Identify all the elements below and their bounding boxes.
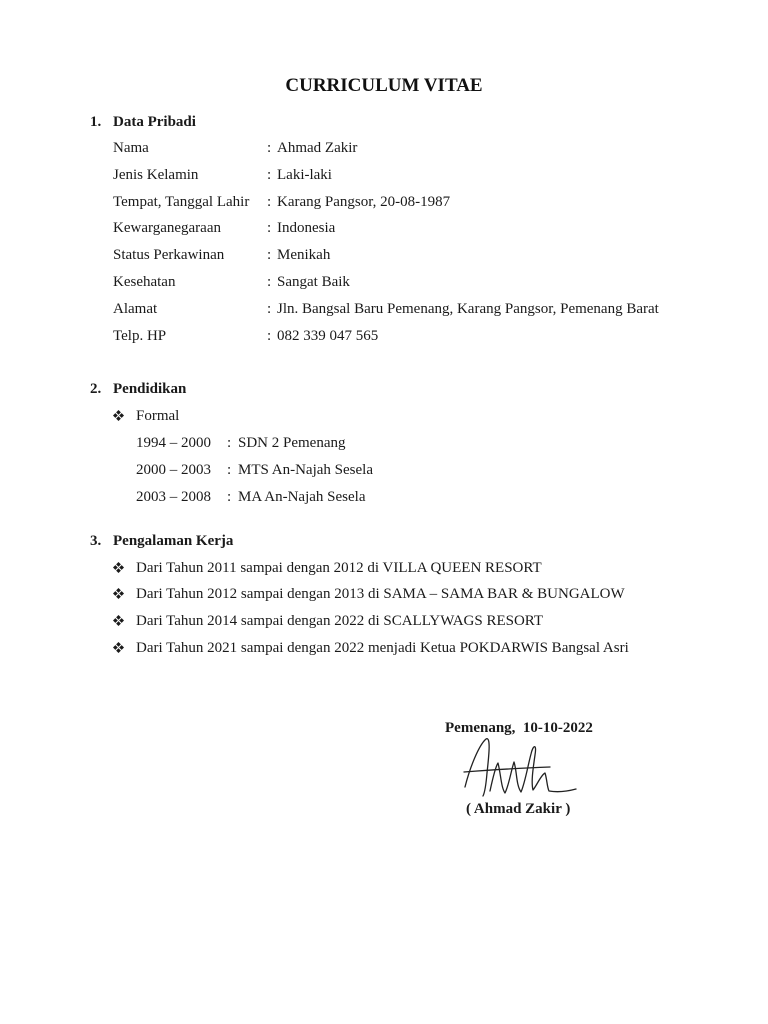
diamond-bullet-icon xyxy=(113,588,124,599)
row-separator: : xyxy=(267,194,272,210)
education-years: 2003 – 2008 xyxy=(136,489,211,505)
document-title: CURRICULUM VITAE xyxy=(285,75,483,96)
place-date: Pemenang, 10-10-2022 xyxy=(445,720,593,736)
experience-text: Dari Tahun 2012 sampai dengan 2013 di SAMA – SAMA BAR & BUNGALOW xyxy=(136,586,625,602)
row-label: Kewarganegaraan xyxy=(113,220,221,236)
signature xyxy=(460,735,580,801)
section-heading: Pengalaman Kerja xyxy=(113,533,234,549)
signatory-name: ( Ahmad Zakir ) xyxy=(466,801,571,817)
row-separator: : xyxy=(267,301,272,317)
section-heading: Pendidikan xyxy=(113,381,187,397)
experience-text: Dari Tahun 2014 sampai dengan 2022 di SCALLYWAGS RESORT xyxy=(136,613,544,629)
row-value: Ahmad Zakir xyxy=(277,140,358,156)
row-separator: : xyxy=(267,140,272,156)
row-value: Indonesia xyxy=(277,220,336,236)
row-separator: : xyxy=(267,247,272,263)
row-label: Nama xyxy=(113,140,149,156)
experience-text: Dari Tahun 2011 sampai dengan 2012 di VILLA QUEEN RESORT xyxy=(136,560,542,576)
education-years: 1994 – 2000 xyxy=(136,435,211,451)
section-heading: Data Pribadi xyxy=(113,114,196,130)
education-school: MTS An-Najah Sesela xyxy=(238,462,373,478)
diamond-bullet-icon xyxy=(113,562,124,573)
row-separator: : xyxy=(227,489,232,505)
row-separator: : xyxy=(267,220,272,236)
row-value: Karang Pangsor, 20-08-1987 xyxy=(277,194,451,210)
diamond-bullet-icon xyxy=(113,410,124,421)
section-number: 3. xyxy=(90,533,102,549)
section-number: 2. xyxy=(90,381,102,397)
row-value: 082 339 047 565 xyxy=(277,328,379,344)
row-value: Menikah xyxy=(277,247,331,263)
row-value: Sangat Baik xyxy=(277,274,350,290)
row-separator: : xyxy=(267,167,272,183)
row-separator: : xyxy=(227,462,232,478)
row-label: Alamat xyxy=(113,301,158,317)
row-value: Laki-laki xyxy=(277,167,332,183)
row-label: Kesehatan xyxy=(113,274,176,290)
row-label: Tempat, Tanggal Lahir xyxy=(113,194,250,210)
education-school: MA An-Najah Sesela xyxy=(238,489,366,505)
experience-text: Dari Tahun 2021 sampai dengan 2022 menjadi Ketua POKDARWIS Bangsal Asri xyxy=(136,640,629,656)
education-category: Formal xyxy=(136,408,180,424)
row-separator: : xyxy=(267,274,272,290)
row-label: Telp. HP xyxy=(113,328,167,344)
row-separator: : xyxy=(227,435,232,451)
row-label: Jenis Kelamin xyxy=(113,167,199,183)
diamond-bullet-icon xyxy=(113,615,124,626)
row-label: Status Perkawinan xyxy=(113,247,225,263)
row-separator: : xyxy=(267,328,272,344)
diamond-bullet-icon xyxy=(113,642,124,653)
row-value: Jln. Bangsal Baru Pemenang, Karang Pangsor, Pemenang Barat xyxy=(277,301,659,317)
section-number: 1. xyxy=(90,114,102,130)
education-years: 2000 – 2003 xyxy=(136,462,211,478)
education-school: SDN 2 Pemenang xyxy=(238,435,346,451)
